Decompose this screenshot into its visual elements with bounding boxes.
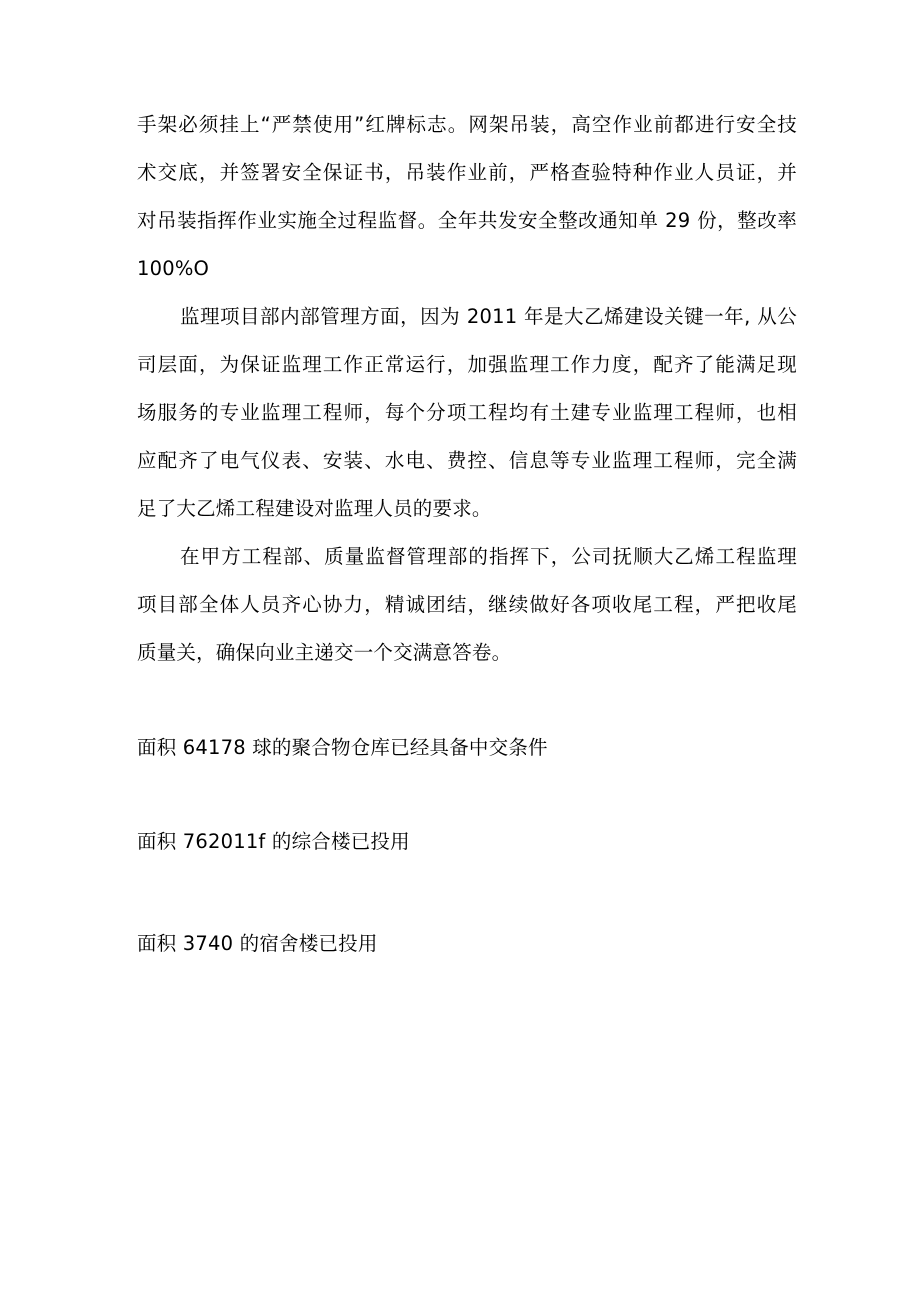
- text-line: 对吊装指挥作业实施全过程监督。全年共发安全整改通知单 29 份，整改率: [137, 209, 797, 232]
- text-line: 司层面，为保证监理工作正常运行，加强监理工作力度，配齐了能满足现: [137, 353, 797, 376]
- text-line: 100%O: [137, 257, 210, 280]
- text-line: 足了大乙烯工程建设对监理人员的要求。: [137, 497, 492, 520]
- list-item-warehouse: 面积 64178 球的聚合物仓库已经具备中交条件: [137, 736, 548, 759]
- text-line: 场服务的专业监理工程师，每个分项工程均有土建专业监理工程师，也相: [137, 401, 797, 424]
- list-item-dormitory: 面积 3740 的宿舍楼已投用: [137, 932, 378, 955]
- text-line: 应配齐了电气仪表、安装、水电、费控、信息等专业监理工程师，完全满: [137, 449, 797, 472]
- list-item-office-building: 面积 762011f 的综合楼已投用: [137, 830, 410, 853]
- text-line: 在甲方工程部、质量监督管理部的指挥下，公司抚顺大乙烯工程监理: [180, 545, 797, 568]
- text-line: 术交底，并签署安全保证书，吊装作业前，严格查验特种作业人员证，并: [137, 161, 797, 184]
- text-line: 项目部全体人员齐心协力，精诚团结，继续做好各项收尾工程，严把收尾: [137, 593, 797, 616]
- text-line: 监理项目部内部管理方面，因为 2011 年是大乙烯建设关键一年, 从公: [180, 305, 797, 328]
- text-line: 质量关，确保向业主递交一个交满意答卷。: [137, 641, 512, 664]
- text-line: 手架必须挂上“严禁使用”红牌标志。网架吊装，高空作业前都进行安全技: [137, 113, 797, 136]
